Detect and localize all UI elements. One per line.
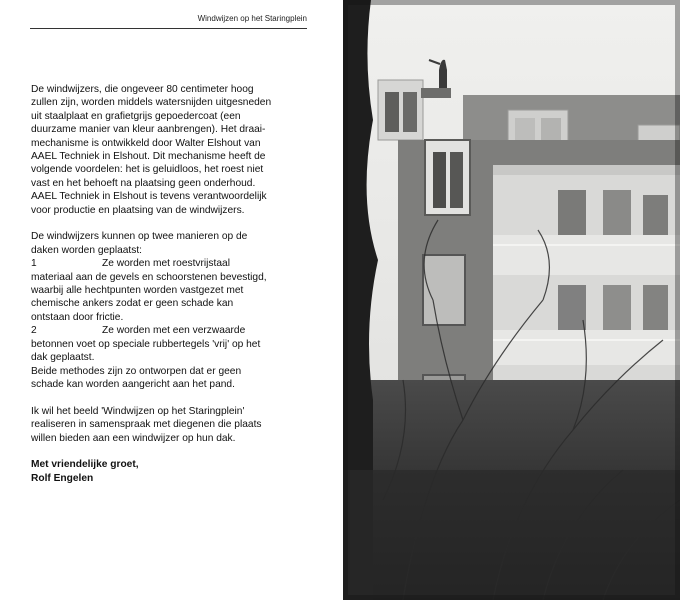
list-number: 2 [31,325,37,337]
list-item-2 [31,324,311,337]
building-photo [343,0,680,600]
text-line: duurzame manier van kleur aanbrengen). Het draai- [31,124,266,136]
text-line: betonnen voet op speciale rubbertegels 'vrij' op het [31,338,261,350]
text-line: Beide methodes zijn zo ontworpen dat er geen [31,365,242,377]
text-line: vast en het behoeft na plaatsing geen onderhoud. [31,177,256,189]
text-line: voor productie en plaatsing van de windwijzers. [31,204,245,216]
text-line: dak geplaatst. [31,352,95,364]
text-line: De windwijzers kunnen op twee manieren op de [31,231,248,243]
text-line: waarbij alle hechtpunten worden vastgezet met [31,285,244,297]
text-line: materiaal aan de gevels en schoorstenen bevestigd, [31,271,267,283]
text-line: realiseren in samenspraak met diegenen die plaats [31,419,262,431]
text-line: Ze worden met een verzwaarde [102,325,246,337]
text-line: willen bieden aan een windwijzer op hun dak. [31,432,236,444]
text-line: mechanisme is ontwikkeld door Walter Elshout van [31,137,261,149]
list-item-1 [31,257,311,270]
text-line: De windwijzers, die ongeveer 80 centimeter hoog [31,84,254,95]
text-line: zullen zijn, worden middels watersnijden uitgesneden [31,97,272,109]
closing-greeting: Met vriendelijke groet, [31,459,139,471]
text-line: AAEL Techniek in Elshout is tevens verantwoordelijk [31,191,267,203]
text-line: daken worden geplaatst: [31,244,143,256]
closing [31,458,311,485]
paragraph-realisation [31,405,311,445]
text-line: schade kan worden aangericht aan het pand. [31,378,235,390]
text-line: AAEL Techniek in Elshout. Dit mechanisme heeft de [31,151,266,163]
text-line: Ze worden met roestvrijstaal [102,258,230,270]
text-line: volgende voordelen: het is geluidloos, het roest niet [31,164,264,176]
text-line: Ik wil het beeld 'Windwijzen op het Staringplein' [31,405,245,417]
paragraph-placement [31,230,311,391]
text-line: uit staalplaat en grafietgrijs gepoedercoat (een [31,110,241,122]
list-number: 1 [31,258,37,270]
signature-name: Rolf Engelen [31,472,94,484]
header-rule [30,28,307,29]
running-header: Windwijzen op het Staringplein [197,14,307,23]
text-line: ontstaan door frictie. [31,311,124,323]
letter-body [31,83,311,485]
paragraph-mechanism [31,83,311,217]
text-line: chemische ankers zodat er geen schade kan [31,298,234,310]
